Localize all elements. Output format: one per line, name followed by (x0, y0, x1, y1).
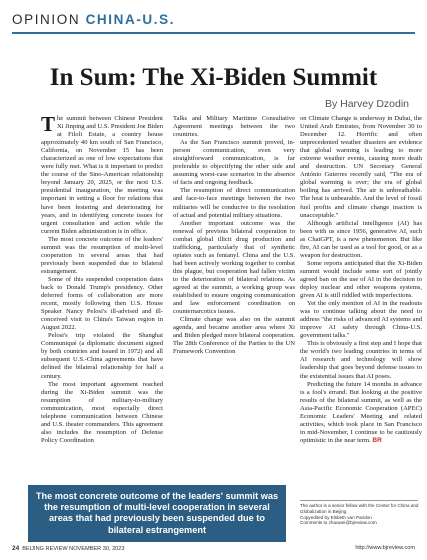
subsection-name: CHINA-U.S. (85, 12, 176, 27)
paragraph: Pelosi's trip violated the Shanghai Communiqué (a diplomatic document signed by both countries and issued in 1972) and all subsequent U.S.-China agreements that have defined the bilateral relationship for half a century. (41, 332, 163, 380)
header-rule (12, 32, 415, 34)
bio-line: Comments to zhaowei@bjreview.com (300, 520, 377, 526)
paragraph: Talks and Military Maritime Consultative Agreement meetings between the two countries. (173, 115, 295, 139)
end-mark: BR (372, 436, 382, 444)
paragraph: The most important agreement reached during the Xi-Biden summit was the resumption of military-to-military communication, most especially direct telephone communication between Chinese and U.S. theater commanders. This agreement also includes the resumption of Defense Policy Coordination (41, 380, 163, 444)
paragraph: Some reports anticipated that the Xi-Biden summit would include some sort of jointly agreed ban on the use of AI in the decision to deploy nuclear and other weapons systems, given AI is still riddled with imperfections. (300, 259, 422, 300)
article-title: In Sum: The Xi-Biden Summit (49, 64, 378, 91)
page-number: 24 (12, 545, 20, 552)
paragraph: Although artificial intelligence (AI) has been with us since 1956, generative AI, such as ChatGPT, is a new phenomenon. But like fire, AI can be used as a tool for good, or as a weapon for destruction. (300, 219, 422, 259)
drop-cap: T (41, 112, 56, 136)
section-name: OPINION (12, 12, 81, 27)
paragraph: Predicting the future 14 months in advance is a fool's errand. But looking at the positive results of the bilateral summit, as well as the Asia-Pacific Economic Cooperation (APEC) Economic Leaders' Meeting and related activities, which took place in San Francisco in mid-November, I continue to be cautiously optimistic in the near term. BR (300, 380, 422, 444)
bio-line: Copyedited by Elsbeth van Paridon (300, 514, 372, 520)
footer-left (12, 545, 125, 552)
bio-line: The author is a senior fellow with the Center for China and (300, 503, 419, 508)
byline: By Harvey Dzodin (324, 98, 409, 110)
paragraph: Yet the only mention of AI in the readouts was to continue talking about the need to address "the risks of advanced AI systems and improve AI safety through China-U.S. government talks." (300, 300, 422, 340)
paragraph: Some of this suspended cooperation dates back to Donald Trump's presidency. Other deferred forms of collaboration are more recent, mostly following then U.S. House Speaker Nancy Pelosi's ill-advised and ill-conceived visit to China's Taiwan region in August 2022. (41, 275, 163, 332)
section-header (12, 10, 415, 32)
bio-line: Globalization in Beijing (300, 508, 347, 514)
publication-info: BEIJING REVIEW NOVEMBER 30, 2023 (22, 546, 125, 552)
paragraph: As the San Francisco summit proved, in-person communication, even very straightforward communication, is far preferable to objectifying the other side and assuming worst-case scenarios in the absence of facts and ongoing feedback. (173, 139, 295, 187)
paragraph: Climate change was also on the summit agenda, and became another area where Xi and Biden pledged more bilateral cooperation. The 28th Conference of the Parties to the UN Framework Convention (173, 316, 295, 356)
author-bio (300, 500, 418, 526)
footer-url[interactable]: http://www.bjreview.com (355, 545, 415, 551)
paragraph: Another important outcome was the renewal of previous bilateral cooperation to combat global illicit drug production and trafficking, particularly that of synthetic opiates such as fentanyl. China and the U.S. had been actively working together to combat this plague, but cooperation had fallen victim to the deterioration of bilateral relations. As agreed at the summit, a working group was established to ensure ongoing communication and law enforcement coordination on counternarcotics issues. (173, 219, 295, 316)
paragraph: on Climate Change is underway in Dubai, the United Arab Emirates, from November 30 to December 12. Horrific and often unprecedented weather disasters are evidence that global warming is leading to more extreme weather events, causing more death and destruction. UN Secretary General António Guterres recently said, "The era of global warming is over; the era of global boiling has arrived. The air is unbreathable. The heat is unbearable. And the level of fossil fuel profits and climate change inaction is unacceptable." (300, 115, 422, 219)
paragraph: This is obviously a first step and I hope that the world's two leading countries in terms of AI research and technology will show leadership that goes beyond defense issues to the existential issues that AI poses. (300, 340, 422, 380)
paragraph: The most concrete outcome of the leaders' summit was the resumption of multi-level cooperation in several areas that had previously been suspended due to bilateral estrangement. (41, 235, 163, 275)
pull-quote: The most concrete outcome of the leaders' summit was the resumption of multi-level cooperation in several areas that had previously been suspended due to bilateral estrangement (28, 485, 286, 542)
paragraph: The summit between Chinese President Xi Jinping and U.S. President Joe Biden at Filoli Estate, a country house approximately 40 km south of San Francisco, California, on November 15 has been characterized as one of low expectations that were fully met. What is it important to predict the course of the Sino-American relationship beyond January 20, 2025, or the next U.S. presidential inauguration, the meeting was important in setting a floor for relations that have been festering and deteriorating for years, and in identifying concrete issues for urgent consultation and action while the current Biden administration is in office. (41, 112, 163, 235)
paragraph: The resumption of direct communication and face-to-face meetings between the two militaries will be conducive to the resolution of actual and potential military situations. (173, 187, 295, 219)
article-column-3 (300, 115, 422, 445)
article-column-2 (173, 115, 295, 356)
article-column-1 (41, 112, 163, 445)
section-label (12, 12, 175, 27)
